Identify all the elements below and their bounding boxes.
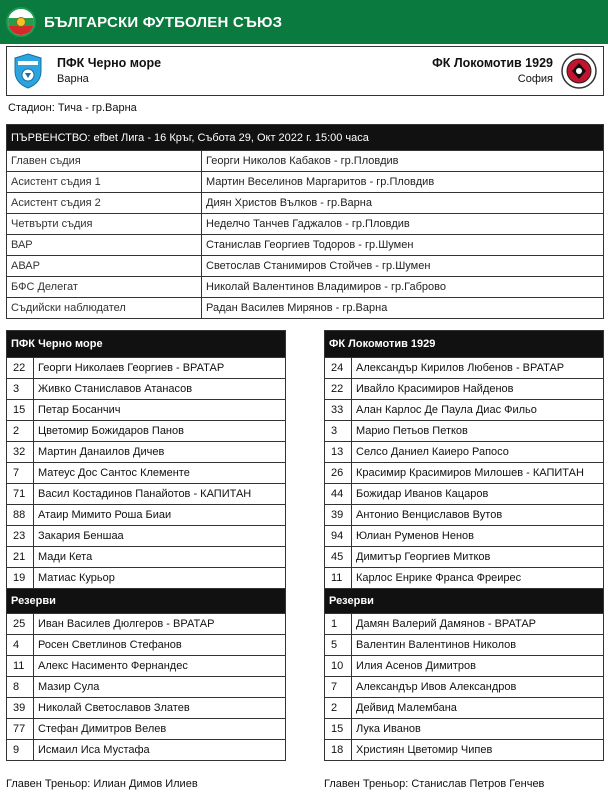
away-coach-label: Главен Треньор: Станислав Петров Генчев bbox=[324, 778, 545, 790]
lineup-header-row bbox=[325, 331, 604, 358]
player-name: Лука Иванов bbox=[352, 719, 604, 740]
player-name: Дейвид Малембана bbox=[352, 698, 604, 719]
player-name: Карлос Енрике Франса Фреирес bbox=[352, 568, 604, 589]
header-bar bbox=[0, 0, 608, 44]
player-row bbox=[7, 379, 286, 400]
official-name: Радан Василев Мирянов - гр.Варна bbox=[202, 298, 604, 319]
player-name: Исмаил Иса Мустафа bbox=[34, 740, 286, 761]
player-row bbox=[7, 484, 286, 505]
official-role: БФС Делегат bbox=[7, 277, 202, 298]
player-row bbox=[325, 484, 604, 505]
player-name: Алан Карлос Де Паула Диас Фильо bbox=[352, 400, 604, 421]
player-name: Стефан Димитров Велев bbox=[34, 719, 286, 740]
official-role: Главен съдия bbox=[7, 151, 202, 172]
player-row bbox=[7, 463, 286, 484]
official-name: Неделчо Танчев Гаджалов - гр.Пловдив bbox=[202, 214, 604, 235]
stadium-label: Стадион: Тича - гр.Варна bbox=[8, 102, 137, 114]
player-row bbox=[325, 568, 604, 589]
player-name: Ивайло Красимиров Найденов bbox=[352, 379, 604, 400]
official-row bbox=[7, 193, 604, 214]
player-number: 10 bbox=[325, 656, 352, 677]
player-name: Мазир Сула bbox=[34, 677, 286, 698]
player-row bbox=[7, 421, 286, 442]
player-number: 24 bbox=[325, 358, 352, 379]
official-role: Съдийски наблюдател bbox=[7, 298, 202, 319]
away-lineup-title: ФК Локомотив 1929 bbox=[325, 331, 604, 358]
player-number: 23 bbox=[7, 526, 34, 547]
player-number: 22 bbox=[7, 358, 34, 379]
player-row bbox=[325, 358, 604, 379]
official-row bbox=[7, 277, 604, 298]
player-number: 22 bbox=[325, 379, 352, 400]
player-number: 7 bbox=[7, 463, 34, 484]
player-row bbox=[7, 505, 286, 526]
official-role: Асистент съдия 2 bbox=[7, 193, 202, 214]
player-name: Алекс Насименто Фернандес bbox=[34, 656, 286, 677]
reserve-row bbox=[7, 698, 286, 719]
player-name: Петар Босанчич bbox=[34, 400, 286, 421]
player-row bbox=[7, 547, 286, 568]
reserves-header-row bbox=[7, 589, 286, 614]
home-coach-label: Главен Треньор: Илиан Димов Илиев bbox=[6, 778, 198, 790]
player-name: Юлиан Руменов Ненов bbox=[352, 526, 604, 547]
player-row bbox=[325, 505, 604, 526]
player-name: Александър Ивов Александров bbox=[352, 677, 604, 698]
lineup-header-row bbox=[7, 331, 286, 358]
player-name: Християн Цветомир Чипев bbox=[352, 740, 604, 761]
player-number: 71 bbox=[7, 484, 34, 505]
player-number: 94 bbox=[325, 526, 352, 547]
official-role: Асистент съдия 1 bbox=[7, 172, 202, 193]
player-name: Мартин Данаилов Дичев bbox=[34, 442, 286, 463]
reserve-row bbox=[325, 698, 604, 719]
home-reserves-label: Резерви bbox=[7, 589, 286, 614]
player-number: 7 bbox=[325, 677, 352, 698]
reserve-row bbox=[7, 740, 286, 761]
home-team-name: ПФК Черно море bbox=[57, 56, 162, 70]
player-number: 19 bbox=[7, 568, 34, 589]
player-name: Матеус Дос Сантос Клементе bbox=[34, 463, 286, 484]
player-name: Живко Станиславов Атанасов bbox=[34, 379, 286, 400]
official-name: Диян Христов Вълков - гр.Варна bbox=[202, 193, 604, 214]
away-team-name: ФК Локомотив 1929 bbox=[432, 56, 553, 70]
official-name: Мартин Веселинов Маргаритов - гр.Пловдив bbox=[202, 172, 604, 193]
player-name: Матиас Курьор bbox=[34, 568, 286, 589]
player-name: Васил Костадинов Панайотов - КАПИТАН bbox=[34, 484, 286, 505]
teams-panel bbox=[6, 46, 604, 96]
player-row bbox=[325, 547, 604, 568]
reserve-row bbox=[7, 677, 286, 698]
player-number: 11 bbox=[7, 656, 34, 677]
player-name: Селсо Даниел Каиеро Рапосо bbox=[352, 442, 604, 463]
player-name: Дамян Валерий Дамянов - ВРАТАР bbox=[352, 614, 604, 635]
player-name: Валентин Валентинов Николов bbox=[352, 635, 604, 656]
player-number: 2 bbox=[325, 698, 352, 719]
player-name: Мади Кета bbox=[34, 547, 286, 568]
player-number: 77 bbox=[7, 719, 34, 740]
player-number: 3 bbox=[325, 421, 352, 442]
reserve-row bbox=[325, 656, 604, 677]
player-number: 13 bbox=[325, 442, 352, 463]
player-name: Георги Николаев Георгиев - ВРАТАР bbox=[34, 358, 286, 379]
player-number: 11 bbox=[325, 568, 352, 589]
player-number: 45 bbox=[325, 547, 352, 568]
official-row bbox=[7, 172, 604, 193]
reserves-header-row bbox=[325, 589, 604, 614]
official-name: Николай Валентинов Владимиров - гр.Габрово bbox=[202, 277, 604, 298]
reserve-row bbox=[7, 614, 286, 635]
header-title: БЪЛГАРСКИ ФУТБОЛЕН СЪЮЗ bbox=[44, 13, 283, 31]
player-number: 8 bbox=[7, 677, 34, 698]
player-row bbox=[325, 421, 604, 442]
player-row bbox=[7, 526, 286, 547]
player-name: Илия Асенов Димитров bbox=[352, 656, 604, 677]
player-name: Антонио Венциславов Вутов bbox=[352, 505, 604, 526]
reserve-row bbox=[325, 677, 604, 698]
player-number: 39 bbox=[7, 698, 34, 719]
player-number: 25 bbox=[7, 614, 34, 635]
official-row bbox=[7, 256, 604, 277]
player-number: 44 bbox=[325, 484, 352, 505]
officials-table bbox=[6, 124, 604, 319]
player-row bbox=[325, 526, 604, 547]
away-lineup-table bbox=[324, 330, 604, 761]
player-number: 15 bbox=[325, 719, 352, 740]
player-row bbox=[7, 568, 286, 589]
player-name: Божидар Иванов Кацаров bbox=[352, 484, 604, 505]
player-row bbox=[325, 379, 604, 400]
reserve-row bbox=[325, 740, 604, 761]
player-number: 2 bbox=[7, 421, 34, 442]
away-team-crest-icon bbox=[561, 53, 597, 89]
player-number: 88 bbox=[7, 505, 34, 526]
player-row bbox=[7, 358, 286, 379]
reserve-row bbox=[325, 614, 604, 635]
player-number: 18 bbox=[325, 740, 352, 761]
player-name: Атаир Мимито Роша Биаи bbox=[34, 505, 286, 526]
player-number: 21 bbox=[7, 547, 34, 568]
player-number: 4 bbox=[7, 635, 34, 656]
player-row bbox=[325, 442, 604, 463]
player-name: Закария Беншаа bbox=[34, 526, 286, 547]
player-number: 9 bbox=[7, 740, 34, 761]
home-lineup-table bbox=[6, 330, 286, 761]
player-name: Николай Светославов Златев bbox=[34, 698, 286, 719]
official-name: Станислав Георгиев Тодоров - гр.Шумен bbox=[202, 235, 604, 256]
official-name: Георги Николов Кабаков - гр.Пловдив bbox=[202, 151, 604, 172]
player-row bbox=[325, 463, 604, 484]
away-reserves-label: Резерви bbox=[325, 589, 604, 614]
player-name: Красимир Красимиров Милошев - КАПИТАН bbox=[352, 463, 604, 484]
match-info-row bbox=[7, 125, 604, 151]
player-number: 5 bbox=[325, 635, 352, 656]
player-name: Росен Светлинов Стефанов bbox=[34, 635, 286, 656]
official-role: ВАР bbox=[7, 235, 202, 256]
official-name: Светослав Станимиров Стойчев - гр.Шумен bbox=[202, 256, 604, 277]
player-name: Александър Кирилов Любенов - ВРАТАР bbox=[352, 358, 604, 379]
player-name: Марио Петьов Петков bbox=[352, 421, 604, 442]
official-row bbox=[7, 151, 604, 172]
bfs-logo-icon bbox=[6, 7, 36, 37]
away-team-city: София bbox=[517, 73, 553, 85]
official-row bbox=[7, 214, 604, 235]
reserve-row bbox=[325, 719, 604, 740]
match-info: ПЪРВЕНСТВО: efbet Лига - 16 Кръг, Събота 29, Окт 2022 г. 15:00 часа bbox=[7, 125, 604, 151]
home-team-crest-icon bbox=[13, 53, 43, 89]
player-number: 32 bbox=[7, 442, 34, 463]
reserve-row bbox=[325, 635, 604, 656]
reserve-row bbox=[7, 656, 286, 677]
player-row bbox=[7, 400, 286, 421]
player-number: 33 bbox=[325, 400, 352, 421]
player-row bbox=[325, 400, 604, 421]
player-number: 15 bbox=[7, 400, 34, 421]
player-number: 26 bbox=[325, 463, 352, 484]
official-role: Четвърти съдия bbox=[7, 214, 202, 235]
player-name: Иван Василев Дюлгеров - ВРАТАР bbox=[34, 614, 286, 635]
reserve-row bbox=[7, 635, 286, 656]
player-row bbox=[7, 442, 286, 463]
player-number: 1 bbox=[325, 614, 352, 635]
player-number: 39 bbox=[325, 505, 352, 526]
reserve-row bbox=[7, 719, 286, 740]
official-row bbox=[7, 235, 604, 256]
player-name: Цветомир Божидаров Панов bbox=[34, 421, 286, 442]
official-role: АВАР bbox=[7, 256, 202, 277]
player-name: Димитър Георгиев Митков bbox=[352, 547, 604, 568]
player-number: 3 bbox=[7, 379, 34, 400]
official-row bbox=[7, 298, 604, 319]
home-lineup-title: ПФК Черно море bbox=[7, 331, 286, 358]
home-team-city: Варна bbox=[57, 73, 89, 85]
